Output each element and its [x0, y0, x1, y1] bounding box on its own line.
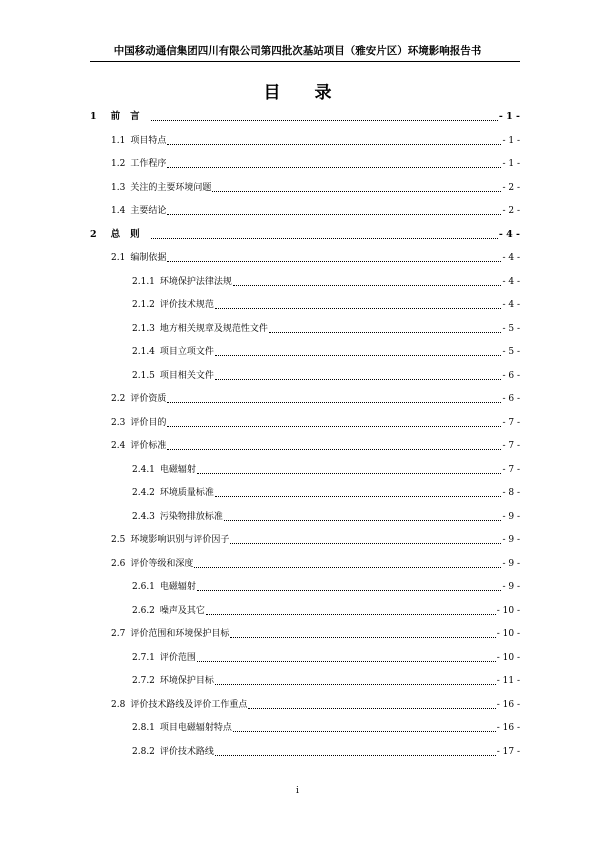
toc-entry-number: 2.2: [111, 394, 126, 404]
toc-entry-number: 2.1.2: [132, 300, 155, 310]
dot-leader: [215, 379, 502, 380]
toc-entry-title: 噪声及其它: [159, 605, 205, 616]
page-number: i: [296, 786, 299, 796]
toc-entry[interactable]: [111, 556, 520, 572]
toc-entry-page: - 11 -: [496, 676, 520, 686]
toc-entry[interactable]: [132, 509, 520, 525]
toc-entry-title: 主要结论: [130, 206, 167, 216]
toc-entry[interactable]: [90, 109, 520, 125]
toc-entry[interactable]: [132, 462, 520, 478]
toc-entry[interactable]: [132, 368, 520, 384]
toc-entry-number: 1.1: [111, 135, 126, 146]
dot-leader: [197, 590, 502, 591]
toc-entry-number: 2.1.3: [132, 323, 155, 334]
toc-entry-title: 环境质量标准: [159, 488, 214, 498]
dot-leader: [167, 449, 501, 450]
toc-entry-number: 2.6: [111, 558, 126, 569]
toc-entry[interactable]: [111, 156, 520, 172]
toc-entry[interactable]: [132, 744, 520, 760]
toc-entry-page: - 10 -: [496, 605, 520, 616]
toc-entry-title: 地方相关规章及规范性文件: [159, 323, 268, 334]
toc-entry-title: 环境影响识别与评价因子: [130, 535, 230, 545]
toc-entry-page: - 6 -: [502, 394, 520, 404]
toc-entry-title: 编制依据: [130, 253, 167, 263]
dot-leader: [230, 543, 501, 544]
toc-entry[interactable]: [132, 720, 520, 736]
dot-leader: [215, 308, 502, 309]
toc-entry-number: 2.7.2: [132, 676, 155, 686]
toc-entry-number: 2.4.1: [132, 464, 155, 475]
toc-entry-title: 评价资质: [130, 394, 167, 404]
toc-entry[interactable]: [111, 391, 520, 407]
dot-leader: [215, 355, 502, 356]
toc-entry-page: - 4 -: [502, 276, 520, 287]
toc-entry-page: - 2 -: [502, 182, 520, 193]
toc-entry-title: 评价范围和环境保护目标: [130, 629, 230, 639]
toc-entry-title: 环境保护法律法规: [159, 276, 232, 287]
toc-entry-page: - 7 -: [502, 441, 520, 451]
toc-entry-page: - 16 -: [496, 723, 520, 733]
toc-entry-page: - 4 -: [498, 228, 520, 240]
toc-entry-page: - 1 -: [502, 135, 520, 146]
toc-entry[interactable]: [132, 579, 520, 595]
toc-entry[interactable]: [111, 203, 520, 219]
toc-entry[interactable]: [132, 297, 520, 313]
toc-entry-page: - 9 -: [502, 558, 520, 569]
toc-entry[interactable]: [132, 344, 520, 360]
toc-entry-title: 评价范围: [159, 652, 196, 663]
dot-leader: [215, 496, 502, 497]
toc-entry-number: 2.8.2: [132, 746, 155, 757]
toc-title: 目 录: [263, 83, 346, 103]
dot-leader: [167, 144, 501, 145]
dot-leader: [248, 708, 495, 709]
dot-leader: [269, 332, 502, 333]
toc-entry[interactable]: [132, 673, 520, 689]
toc-entry-number: 1.2: [111, 159, 126, 169]
toc-entry-title: 前言: [110, 111, 150, 122]
toc-entry-title: 工作程序: [130, 159, 167, 169]
toc-entry-page: - 7 -: [502, 464, 520, 475]
toc-entry[interactable]: [111, 180, 520, 196]
toc-entry[interactable]: [111, 532, 520, 548]
toc-entry-number: 2.8: [111, 699, 126, 710]
toc-entry-page: - 4 -: [502, 300, 520, 310]
toc-entry[interactable]: [132, 603, 520, 619]
toc-entry-page: - 5 -: [502, 347, 520, 357]
dot-leader: [233, 731, 496, 732]
toc-entry-page: - 9 -: [502, 535, 520, 545]
toc-entry-number: 2.1.1: [132, 276, 155, 287]
toc-entry-number: 2.1: [111, 253, 126, 263]
toc-entry[interactable]: [132, 274, 520, 290]
toc-entry-number: 2.4: [111, 441, 126, 451]
toc-entry-title: 评价技术路线: [159, 746, 214, 757]
dot-leader: [167, 426, 501, 427]
toc-entry-number: 2.8.1: [132, 723, 155, 733]
toc-entry-number: 2.5: [111, 535, 126, 545]
toc-entry-title: 环境保护目标: [159, 676, 214, 686]
toc-entry-number: 1: [90, 111, 97, 122]
toc-entry-title: 项目相关文件: [159, 370, 214, 381]
toc-entry-title: 评价等级和深度: [130, 558, 194, 569]
toc-entry-number: 1.4: [111, 206, 126, 216]
dot-leader: [194, 567, 501, 568]
header-rule: [90, 61, 520, 62]
toc-entry[interactable]: [111, 438, 520, 454]
toc-entry[interactable]: [132, 321, 520, 337]
toc-entry[interactable]: [111, 626, 520, 642]
dot-leader: [167, 261, 501, 262]
toc-entry-page: - 17 -: [496, 746, 520, 757]
toc-entry-title: 评价技术路线及评价工作重点: [130, 699, 248, 710]
toc-entry[interactable]: [132, 485, 520, 501]
toc-entry-title: 污染物排放标准: [159, 511, 223, 522]
toc-entry-page: - 6 -: [502, 370, 520, 381]
dot-leader: [215, 684, 496, 685]
toc-entry[interactable]: [111, 697, 520, 713]
dot-leader: [206, 614, 496, 615]
toc-entry-page: - 8 -: [502, 488, 520, 498]
toc-entry[interactable]: [132, 650, 520, 666]
toc-entry-page: - 7 -: [502, 417, 520, 428]
toc-entry[interactable]: [90, 227, 520, 243]
dot-leader: [167, 402, 501, 403]
dot-leader: [230, 637, 495, 638]
toc-entry-number: 2.6.2: [132, 605, 155, 616]
toc-entry-page: - 4 -: [502, 253, 520, 263]
dot-leader: [212, 191, 501, 192]
toc-entry-page: - 1 -: [498, 111, 520, 122]
toc-entry-number: 2.1.4: [132, 347, 155, 357]
toc-entry-number: 2.6.1: [132, 582, 155, 592]
toc-entry-page: - 5 -: [502, 323, 520, 334]
toc-entry-number: 2.4.2: [132, 488, 155, 498]
toc-entry-page: - 16 -: [496, 699, 520, 710]
dot-leader: [167, 214, 501, 215]
dot-leader: [167, 167, 501, 168]
dot-leader: [215, 755, 496, 756]
running-header: 中国移动通信集团四川有限公司第四批次基站项目（雅安片区）环境影响报告书: [113, 45, 482, 57]
toc-entry-page: - 1 -: [502, 159, 520, 169]
toc-entry-number: 2.3: [111, 417, 126, 428]
toc-entry-page: - 10 -: [496, 629, 520, 639]
toc-entry[interactable]: [111, 250, 520, 266]
toc-entry-title: 评价技术规范: [159, 300, 214, 310]
toc-entry[interactable]: [111, 133, 520, 149]
toc-entry-title: 总则: [110, 228, 150, 240]
toc-entry-page: - 2 -: [502, 206, 520, 216]
toc-entry-number: 2.4.3: [132, 511, 155, 522]
toc-entry-title: 电磁辐射: [159, 582, 196, 592]
dot-leader: [224, 520, 502, 521]
toc-entry-number: 2.7.1: [132, 652, 155, 663]
toc-entry-title: 项目立项文件: [159, 347, 214, 357]
dot-leader: [197, 473, 502, 474]
toc-entry-title: 项目特点: [130, 135, 167, 146]
dot-leader: [233, 285, 502, 286]
dot-leader: [151, 238, 498, 239]
toc-entry-number: 2: [90, 228, 97, 240]
toc-entry-page: - 9 -: [502, 511, 520, 522]
toc-entry-title: 电磁辐射: [159, 464, 196, 475]
toc-entry-page: - 9 -: [502, 582, 520, 592]
toc-entry-number: 2.1.5: [132, 370, 155, 381]
toc-entry-title: 评价标准: [130, 441, 167, 451]
toc-entry[interactable]: [111, 415, 520, 431]
toc-entry-page: - 10 -: [496, 652, 520, 663]
toc-entry-title: 项目电磁辐射特点: [159, 723, 232, 733]
dot-leader: [197, 661, 496, 662]
dot-leader: [151, 120, 498, 121]
toc-entry-number: 1.3: [111, 182, 126, 193]
toc-entry-title: 评价目的: [130, 417, 167, 428]
toc-entry-title: 关注的主要环境问题: [130, 182, 212, 193]
toc-entry-number: 2.7: [111, 629, 126, 639]
